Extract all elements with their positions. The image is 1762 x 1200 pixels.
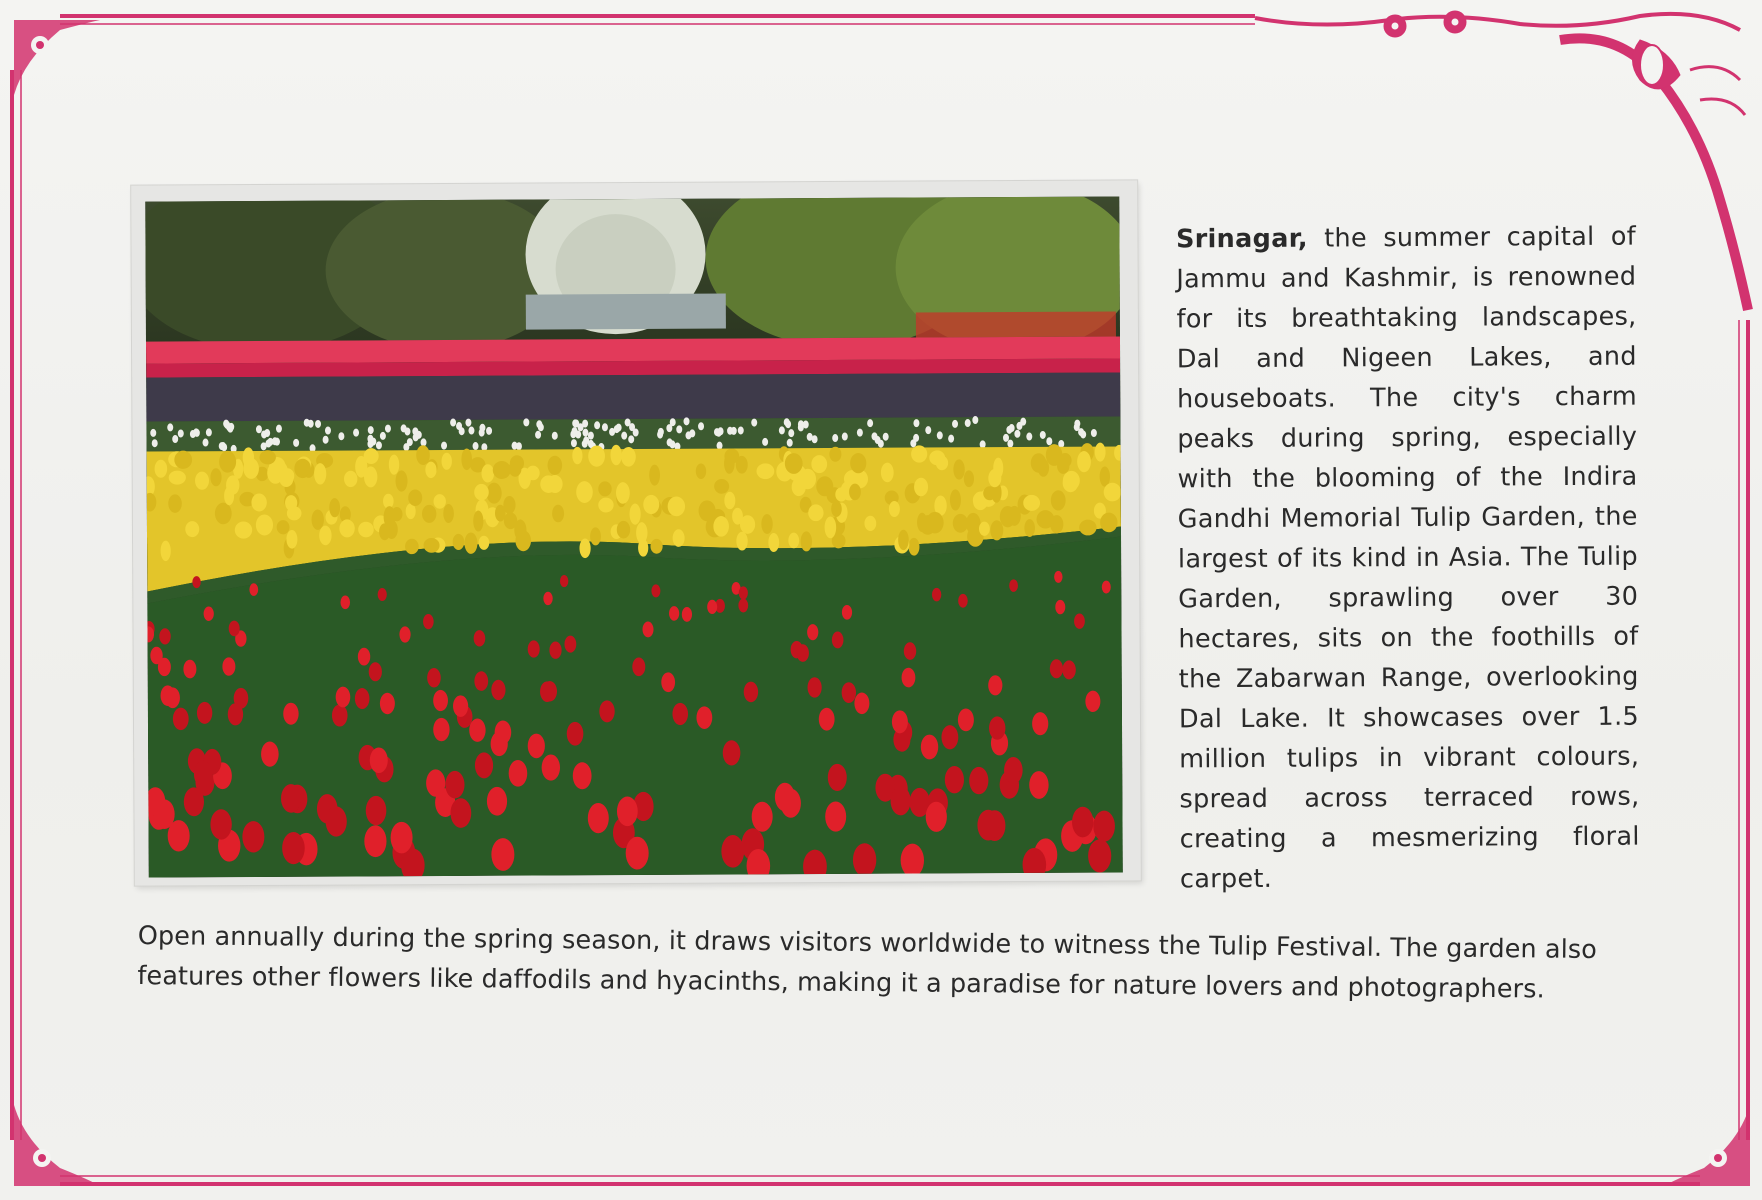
tulip-garden-photo xyxy=(145,196,1123,877)
city-name: Srinagar, xyxy=(1175,223,1308,255)
corner-ornament-bottom-right xyxy=(1664,1105,1750,1186)
photo-mount xyxy=(131,180,1141,885)
closing-line-2: features other flowers like daffodils and hyacinths, making it a paradise for nature lovers and photographers. xyxy=(137,960,1545,1005)
description-paragraph xyxy=(1176,217,1640,900)
closing-paragraph xyxy=(137,916,1638,1010)
closing-line-1: Open annually during the spring season, it draws visitors worldwide to witness the Tulip Festival. The garden also xyxy=(137,920,1598,966)
corner-ornament-bottom-left xyxy=(14,1105,100,1186)
description-body: the summer capital of Jammu and Kashmir, is renowned for its breathtaking landscapes, Dal and Nigeen Lakes, and houseboats. The city's charm peaks during spring, especially with the blooming of the Indira Gandhi Memorial Tulip Garden, the largest of its kind in Asia. The Tulip Garden, sprawling over 30 hectares, sits on the foothills of the Zabarwan Range, overlooking Dal Lake. It showcases over 1.5 million tulips in vibrant colours, spread across terraced rows, creating a mesmerizing floral carpet. xyxy=(1176,221,1640,895)
corner-ornament-top-left xyxy=(14,20,100,95)
